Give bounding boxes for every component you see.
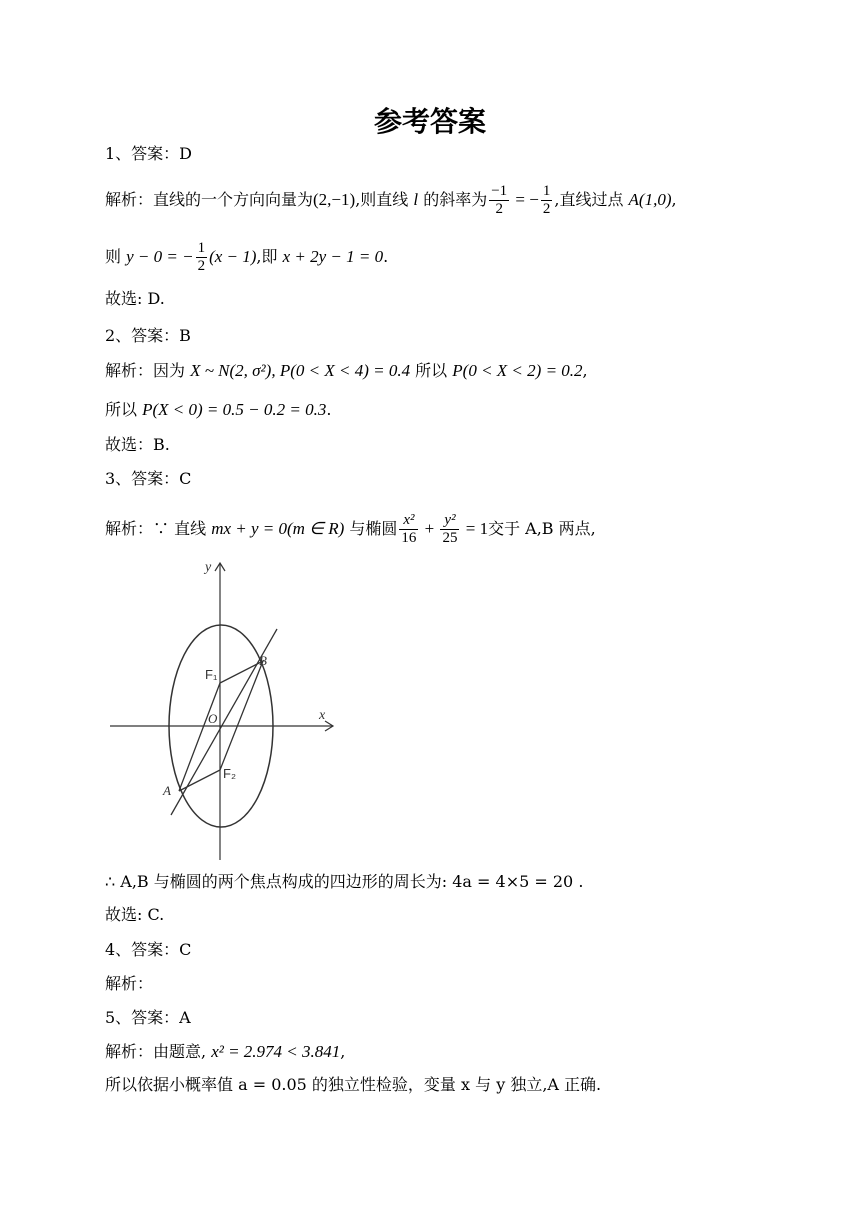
q3-text: 与椭圆	[344, 519, 398, 538]
q1-text: ,则直线	[355, 190, 414, 209]
page-title: 参考答案	[373, 105, 486, 138]
f2-label: F₂	[223, 766, 236, 781]
q2-text: 所以	[410, 361, 453, 380]
q3-text: 交于 A,B 两点,	[488, 519, 596, 538]
q2-text: ,	[582, 361, 588, 380]
q2-text: 所以	[105, 400, 143, 419]
q5-analysis-line1	[105, 1040, 345, 1064]
q1-text: .	[383, 247, 389, 266]
numerator: 1	[197, 240, 206, 256]
q3-analysis-line2: ∴ A,B 与椭圆的两个焦点构成的四边形的周长为: 4a = 4×5 = 20 .	[105, 872, 584, 891]
point-b-label: B	[259, 653, 267, 668]
q5-text: 解析：由题意,	[105, 1042, 212, 1061]
q1-analysis-line2	[105, 240, 388, 275]
numerator: 1	[542, 183, 551, 199]
q5-analysis-line2: 所以依据小概率值 a = 0.05 的独立性检验，变量 x 与 y 独立,A 正确.	[105, 1075, 602, 1094]
y-axis-label: y	[205, 560, 212, 575]
q2-text: .	[326, 400, 332, 419]
q1-text: 解析：直线的一个方向向量为	[105, 190, 314, 209]
q1-text: 则	[105, 247, 127, 266]
q1-text: ,	[671, 190, 677, 209]
q2-analysis-line1	[105, 359, 588, 383]
denominator: 2	[495, 201, 503, 217]
q1-text: ,即	[256, 247, 283, 266]
q2-answer: 2、答案：B	[105, 326, 191, 345]
q3-text: 解析：∵ 直线	[105, 519, 212, 538]
q2-prob1: , P(0 < X < 4) = 0.4	[271, 361, 411, 380]
q1-equation-rhs: (x − 1)	[209, 247, 257, 266]
q3-fraction-x	[399, 512, 418, 547]
q4-analysis: 解析：	[105, 974, 154, 993]
q1-line-symbol: l	[413, 190, 419, 209]
q3-plus: +	[420, 519, 439, 538]
q1-fraction-half-2	[196, 240, 208, 275]
q1-fraction-slope	[489, 183, 509, 218]
q2-prob2: P(0 < X < 2) = 0.2	[452, 361, 583, 380]
q2-conclusion: 故选：B.	[105, 435, 170, 454]
q1-answer: 1、答案：D	[105, 144, 193, 163]
q3-answer: 3、答案：C	[105, 469, 192, 488]
q1-conclusion: 故选: D.	[105, 289, 165, 308]
q1-text: ,直线过点	[554, 190, 629, 209]
q1-equation-lhs: y − 0 = −	[126, 247, 194, 266]
q3-analysis-line1	[105, 512, 596, 547]
q3-fraction-y	[440, 512, 459, 547]
q1-analysis-line1	[105, 183, 677, 218]
denominator: 2	[197, 258, 206, 274]
q1-text: 的斜率为	[418, 190, 488, 209]
point-a-label: A	[163, 783, 171, 798]
ellipse-figure	[105, 555, 345, 865]
q1-point: A(1,0)	[628, 190, 672, 209]
q3-equals: = 1	[461, 519, 489, 538]
q5-answer: 5、答案：A	[105, 1008, 191, 1027]
q2-text: 解析：因为	[105, 361, 191, 380]
numerator: x²	[399, 512, 418, 530]
q1-vector: (2,−1)	[313, 190, 356, 209]
denominator: 2	[542, 201, 551, 217]
q1-equals: = −	[511, 190, 539, 209]
q1-fraction-half	[541, 183, 553, 218]
f1-label: F₁	[205, 667, 218, 682]
q2-distribution: X ~ N(2, σ²)	[190, 361, 272, 380]
denominator: 16	[401, 530, 417, 546]
q5-expression: x² = 2.974 < 3.841	[211, 1042, 341, 1061]
numerator: −1	[491, 183, 508, 199]
q1-result: x + 2y − 1 = 0	[282, 247, 384, 266]
q2-analysis-line2	[105, 398, 331, 422]
q3-line-equation: mx + y = 0(m ∈ R)	[211, 519, 345, 538]
x-axis-label: x	[319, 708, 326, 723]
q2-expression: P(X < 0) = 0.5 − 0.2 = 0.3	[142, 400, 327, 419]
q5-text: ,	[340, 1042, 346, 1061]
q4-answer: 4、答案：C	[105, 940, 192, 959]
q3-conclusion: 故选: C.	[105, 905, 165, 924]
denominator: 25	[442, 530, 458, 546]
origin-label: O	[208, 711, 218, 726]
numerator: y²	[440, 512, 459, 530]
